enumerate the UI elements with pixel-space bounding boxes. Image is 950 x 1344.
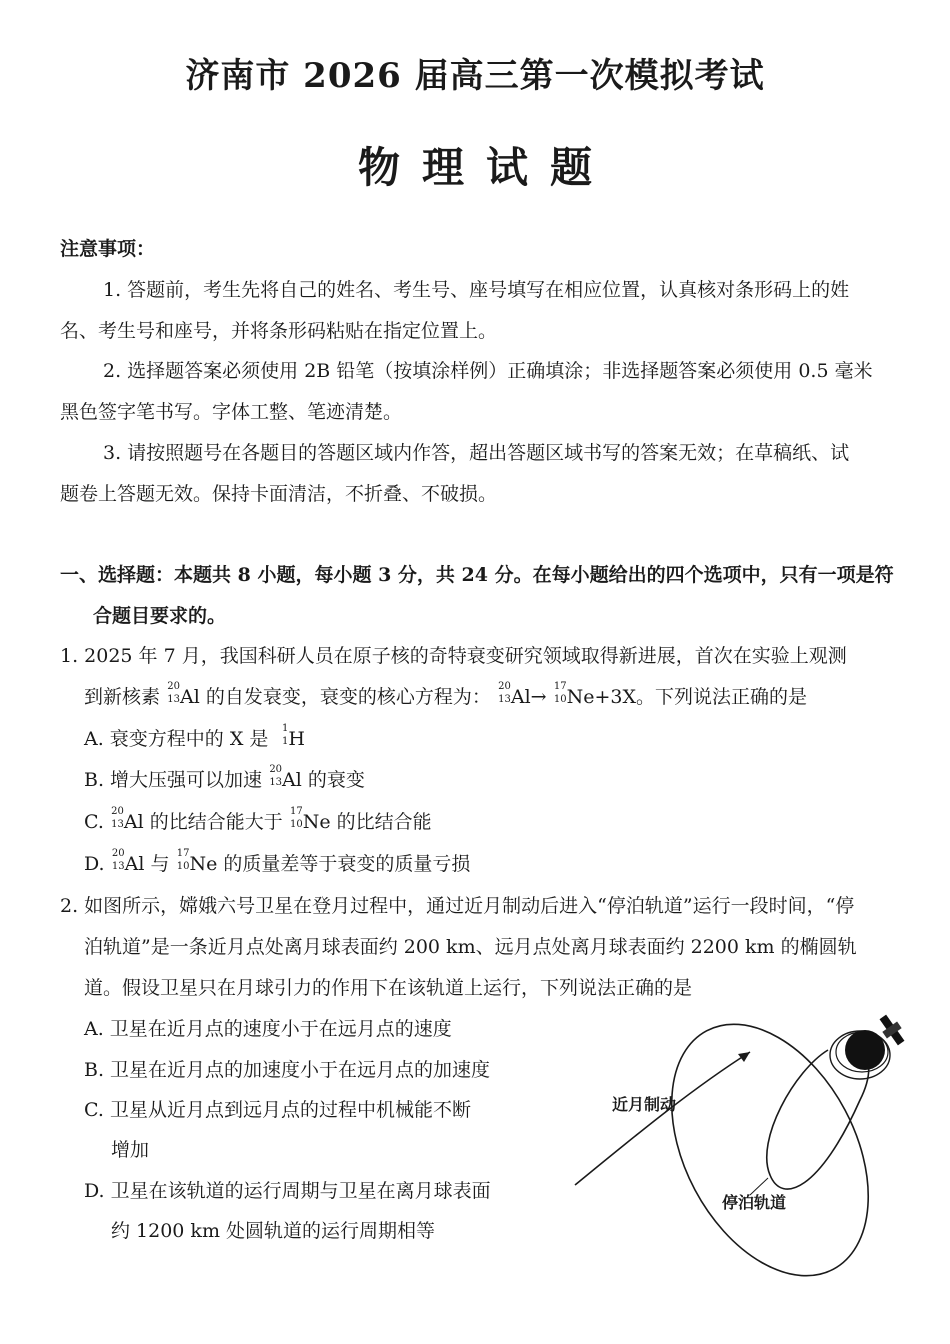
nuclide-al: 20 13 bbox=[269, 764, 283, 788]
approach-trajectory bbox=[575, 1052, 750, 1185]
notice-line: 1. 答题前，考生先将自己的姓名、考生号、座号填写在相应位置，认真核对条形码上的姓 bbox=[103, 279, 850, 301]
q1-text: 到新核素 bbox=[84, 686, 161, 708]
section-heading: 一、选择题：本题共 8 小题，每小题 3 分，共 24 分。在每小题给出的四个选项中，只有一项是符 bbox=[60, 564, 894, 586]
nuclide-al: 20 13 bbox=[111, 848, 125, 872]
q1-option-a: A. 衰变方程中的 X 是 1 1 H bbox=[84, 723, 305, 750]
q2-stem-line: 道。假设卫星只在月球引力的作用下在该轨道上运行，下列说法正确的是 bbox=[84, 977, 693, 999]
subject-title: 物理试题 bbox=[357, 143, 614, 192]
q1-text: Al 的自发衰变，衰变的核心方程为： bbox=[180, 686, 491, 708]
q2-option-d: D. 卫星在该轨道的运行周期与卫星在离月球表面 bbox=[84, 1180, 491, 1202]
notice-line: 3. 请按照题号在各题目的答题区域内作答，超出答题区域书写的答案无效；在草稿纸、试 bbox=[103, 442, 850, 464]
q2-option-c: C. 卫星从近月点到远月点的过程中机械能不断 bbox=[84, 1099, 471, 1121]
label-parking-orbit: 停泊轨道 bbox=[722, 1193, 787, 1212]
exam-title: 济南市 2026 届高三第一次模拟考试 bbox=[185, 56, 765, 96]
nuclide-al: 20 13 bbox=[498, 681, 511, 705]
q1-text: Al→ bbox=[510, 686, 547, 708]
section-heading-cont: 合题目要求的。 bbox=[93, 605, 227, 627]
orbit-figure bbox=[570, 1000, 920, 1280]
q2-option-d-cont: 约 1200 km 处圆轨道的运行周期相等 bbox=[111, 1220, 436, 1242]
notice-line: 题卷上答题无效。保持卡面清洁，不折叠、不破损。 bbox=[60, 483, 498, 505]
q2-option-a: A. 卫星在近月点的速度小于在远月点的速度 bbox=[84, 1018, 452, 1040]
nuclide-al: 20 13 bbox=[167, 681, 181, 705]
nuclide-ne: 17 10 bbox=[290, 806, 303, 830]
nuclide-h: 1 1 bbox=[282, 723, 289, 747]
nuclide-ne: 17 10 bbox=[176, 848, 190, 872]
notice-line: 黑色签字笔书写。字体工整、笔迹清楚。 bbox=[60, 401, 403, 423]
nuclide-ne: 17 10 bbox=[553, 681, 567, 705]
q2-option-b: B. 卫星在近月点的加速度小于在远月点的加速度 bbox=[84, 1059, 491, 1081]
q1-stem-line: 1. 2025 年 7 月，我国科研人员在原子核的奇特衰变研究领域取得新进展，首次在实验上观测 bbox=[60, 645, 847, 667]
notice-line: 名、考生号和座号，并将条形码粘贴在指定位置上。 bbox=[60, 320, 498, 342]
label-lunar-braking: 近月制动 bbox=[612, 1095, 677, 1114]
q1-option-b: B. 增大压强可以加速 20 13 Al 的衰变 bbox=[84, 764, 365, 791]
arrow-head bbox=[738, 1052, 750, 1062]
q1-option-d: D. 20 13 Al 与 17 10 Ne 的质量差等于衰变的质量亏损 bbox=[84, 848, 471, 875]
q1-stem-line bbox=[84, 681, 807, 710]
q2-stem-line: 泊轨道”是一条近月点处离月球表面约 200 km、远月点处离月球表面约 2200 km 的椭圆轨 bbox=[84, 936, 857, 958]
notice-line: 2. 选择题答案必须使用 2B 铅笔（按填涂样例）正确填涂；非选择题答案必须使用 0.5 毫米 bbox=[103, 360, 873, 382]
q1-option-c: C. 20 13 Al 的比结合能大于 17 10 Ne 的比结合能 bbox=[84, 806, 432, 833]
q2-option-c-cont: 增加 bbox=[111, 1139, 150, 1161]
q2-stem-line: 2. 如图所示，嫦娥六号卫星在登月过程中，通过近月制动后进入“停泊轨道”运行一段时间，“停 bbox=[60, 895, 855, 917]
notice-heading: 注意事项： bbox=[60, 238, 156, 260]
nuclide-al: 20 13 bbox=[111, 806, 124, 830]
moon bbox=[845, 1030, 885, 1070]
orbit-diagram bbox=[570, 1000, 920, 1280]
q1-text: Ne+3X。下列说法正确的是 bbox=[566, 686, 807, 708]
